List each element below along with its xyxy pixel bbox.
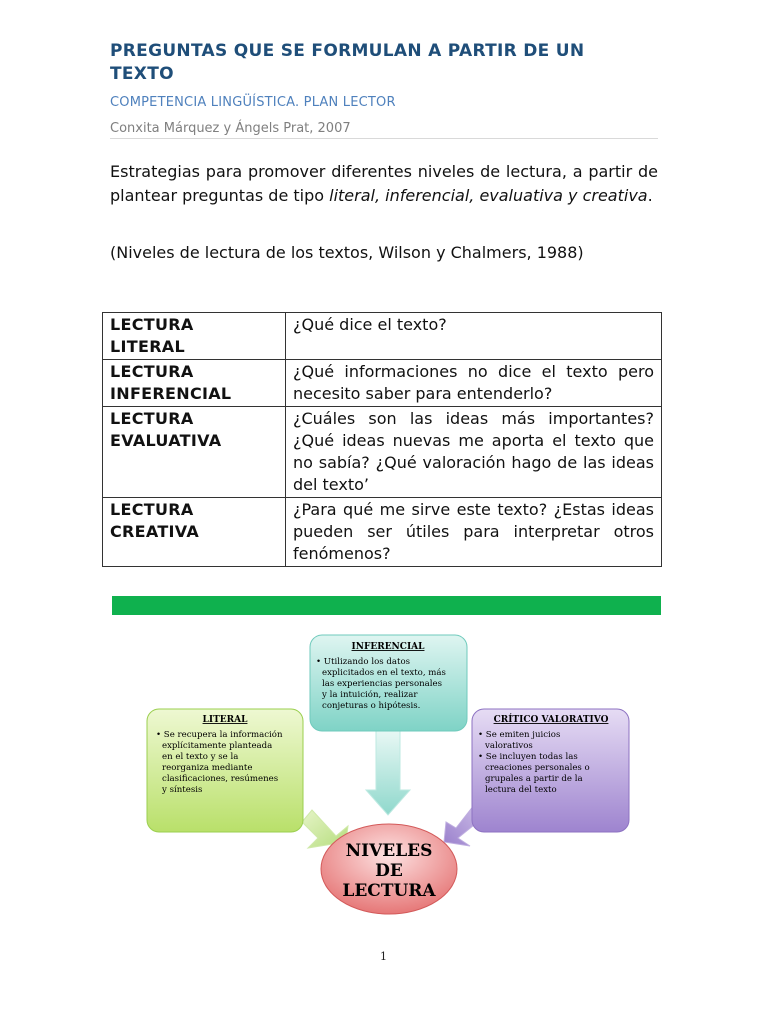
literal-text-line: clasificaciones, resúmenes	[162, 774, 279, 784]
critico-text-line: grupales a partir de la	[485, 774, 583, 784]
critico-text-line: • Se incluyen todas las	[478, 752, 578, 762]
critico-text-line: • Se emiten juicios	[478, 730, 561, 740]
question-cell: ¿Para qué me sirve este texto? ¿Estas ideas pueden ser útiles para interpretar otros fenómenos?	[286, 498, 662, 567]
inferencial-text-line: explicitados en el texto, más	[322, 668, 446, 678]
question-cell: ¿Qué informaciones no dice el texto pero necesito saber para entenderlo?	[286, 360, 662, 407]
critico-text-line: lectura del texto	[485, 785, 557, 795]
inferencial-text-line: las experiencias personales	[322, 679, 443, 689]
level-name: EVALUATIVA	[110, 431, 222, 450]
level-name: LITERAL	[110, 337, 185, 356]
critico-title: CRÍTICO VALORATIVO	[493, 715, 609, 725]
center-line-1: NIVELES	[345, 841, 433, 861]
inferencial-text-line: y la intuición, realizar	[322, 690, 418, 700]
level-name: CREATIVA	[110, 522, 200, 541]
inferencial-box	[310, 635, 467, 731]
critico-text-line: creaciones personales o	[485, 763, 590, 773]
intro-end: .	[647, 186, 653, 205]
inferencial-title: INFERENCIAL	[351, 642, 425, 652]
question-cell: ¿Cuáles son las ideas más importantes? ¿Qué ideas nuevas me aporta el texto que no sabía? ¿Qué valoración hago de las ideas del texto’	[286, 407, 662, 498]
level-label: LECTURA	[110, 362, 194, 381]
center-line-3: LECTURA	[342, 881, 436, 901]
level-label: LECTURA	[110, 500, 194, 519]
level-label: LECTURA	[110, 315, 194, 334]
literal-box	[147, 709, 303, 832]
inferencial-text-line: • Utilizando los datos	[316, 657, 411, 667]
level-label: LECTURA	[110, 409, 194, 428]
literal-text-line: • Se recupera la información	[156, 730, 283, 740]
level-name: INFERENCIAL	[110, 384, 232, 403]
title-line-1: PREGUNTAS QUE SE FORMULAN A PARTIR DE UN	[110, 41, 585, 61]
question-cell: ¿Qué dice el texto?	[286, 313, 662, 360]
arrow-down-icon	[366, 730, 410, 815]
page-number: 1	[380, 950, 387, 963]
intro-italic-text: literal, inferencial, evaluativa y creativa	[329, 186, 648, 205]
critico-text-line: valorativos	[485, 741, 533, 751]
document-author: Conxita Márquez y Ángels Prat, 2007	[110, 121, 351, 136]
document-subtitle: COMPETENCIA LINGÜÍSTICA. PLAN LECTOR	[110, 95, 396, 110]
niveles-de-lectura-ellipse	[321, 824, 457, 914]
literal-text-line: y síntesis	[162, 785, 203, 795]
literal-text-line: reorganiza mediante	[162, 763, 253, 773]
citation: (Niveles de lectura de los textos, Wilson y Chalmers, 1988)	[110, 243, 584, 262]
literal-title: LITERAL	[202, 715, 248, 725]
literal-text-line: en el texto y se la	[162, 752, 239, 762]
title-line-2: TEXTO	[110, 64, 174, 84]
literal-text-line: explícitamente planteada	[162, 741, 273, 751]
intro-text: Estrategias para promover diferentes niveles de lectura, a partir de plantear preguntas de tipo	[110, 162, 658, 205]
center-line-2: DE	[375, 861, 403, 881]
critico-valorativo-box	[472, 709, 629, 832]
inferencial-text-line: conjeturas o hipótesis.	[322, 701, 421, 711]
